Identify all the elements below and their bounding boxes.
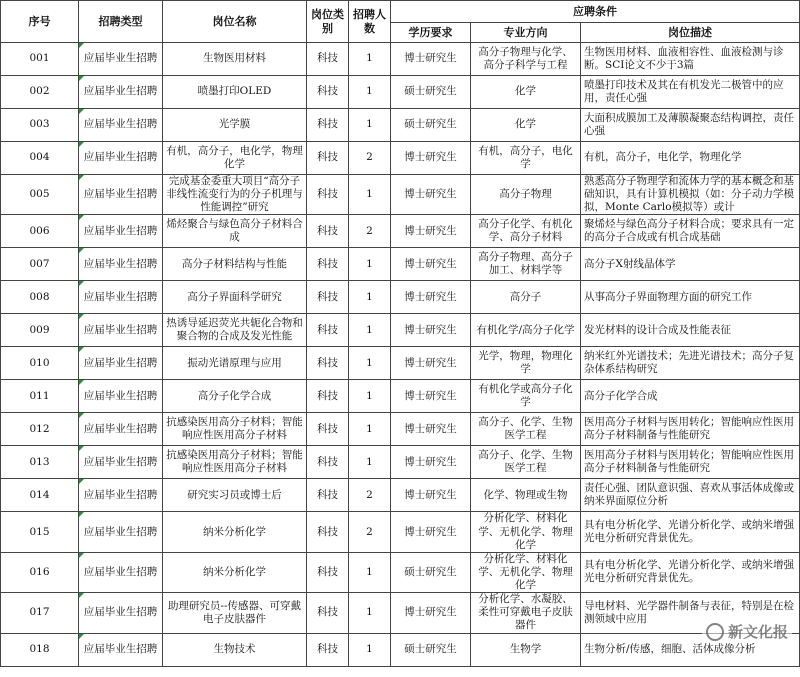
cell-major: 化学 — [471, 76, 581, 109]
cell-type: 应届毕业生招聘 — [79, 593, 163, 633]
cell-degree: 博士研究生 — [391, 380, 471, 413]
header-conditions: 应聘条件 — [391, 1, 800, 23]
cell-name: 抗感染医用高分子材料；智能响应性医用高分子材料 — [163, 413, 307, 446]
cell-major: 高分子物理 — [471, 175, 581, 215]
cell-category: 科技 — [307, 109, 349, 142]
cell-name: 纳米分析化学 — [163, 512, 307, 552]
table-row — [1, 593, 800, 633]
cell-type: 应届毕业生招聘 — [79, 512, 163, 552]
cell-seq: 010 — [1, 347, 79, 380]
table-row — [1, 109, 800, 142]
header-major: 专业方向 — [471, 23, 581, 43]
cell-type: 应届毕业生招聘 — [79, 175, 163, 215]
cell-category: 科技 — [307, 380, 349, 413]
cell-major: 高分子物理与化学、高分子科学与工程 — [471, 43, 581, 76]
cell-major: 高分子物理、高分子加工、材料学等 — [471, 248, 581, 281]
cell-major: 有机，高分子，电化学 — [471, 142, 581, 175]
cell-major: 高分子 — [471, 281, 581, 314]
cell-count: 1 — [349, 446, 391, 479]
header-desc: 岗位描述 — [581, 23, 800, 43]
cell-major: 分析化学、材料化学、无机化学、物理化学 — [471, 512, 581, 552]
cell-seq: 003 — [1, 109, 79, 142]
cell-degree: 博士研究生 — [391, 347, 471, 380]
table-row — [1, 76, 800, 109]
table-row — [1, 347, 800, 380]
cell-desc: 具有电分析化学、光谱分析化学、或纳米增强光电分析研究背景优先。 — [581, 512, 800, 552]
cell-degree: 硕士研究生 — [391, 633, 471, 666]
cell-count: 2 — [349, 215, 391, 248]
cell-type: 应届毕业生招聘 — [79, 633, 163, 666]
table-row — [1, 413, 800, 446]
cell-type: 应届毕业生招聘 — [79, 281, 163, 314]
cell-major: 高分子化学、有机化学、高分子材料 — [471, 215, 581, 248]
cell-name: 研究实习员或博士后 — [163, 479, 307, 512]
cell-name: 高分子材料结构与性能 — [163, 248, 307, 281]
cell-major: 分析化学、水凝胶、柔性可穿戴电子皮肤器件 — [471, 593, 581, 633]
cell-category: 科技 — [307, 479, 349, 512]
table-row — [1, 314, 800, 347]
cell-count: 1 — [349, 314, 391, 347]
cell-type: 应届毕业生招聘 — [79, 76, 163, 109]
cell-degree: 硕士研究生 — [391, 109, 471, 142]
watermark — [702, 620, 792, 643]
cell-type: 应届毕业生招聘 — [79, 109, 163, 142]
cell-seq: 014 — [1, 479, 79, 512]
cell-count: 1 — [349, 593, 391, 633]
table-row — [1, 479, 800, 512]
cell-degree: 博士研究生 — [391, 215, 471, 248]
cell-type: 应届毕业生招聘 — [79, 142, 163, 175]
cell-name: 光学膜 — [163, 109, 307, 142]
cell-seq: 002 — [1, 76, 79, 109]
cell-desc: 聚烯烃与绿色高分子材料合成；要求具有一定的高分子合成或有机合成基础 — [581, 215, 800, 248]
cell-desc: 喷墨打印技术及其在有机发光二极管中的应用，责任心强 — [581, 76, 800, 109]
cell-count: 1 — [349, 175, 391, 215]
cell-name: 生物技术 — [163, 633, 307, 666]
cell-degree: 博士研究生 — [391, 512, 471, 552]
cell-degree: 博士研究生 — [391, 43, 471, 76]
cell-count: 1 — [349, 633, 391, 666]
cell-type: 应届毕业生招聘 — [79, 215, 163, 248]
cell-major: 高分子、化学、生物医学工程 — [471, 413, 581, 446]
cell-degree: 博士研究生 — [391, 593, 471, 633]
table-row — [1, 248, 800, 281]
cell-degree: 博士研究生 — [391, 314, 471, 347]
cell-name: 热诱导延迟荧光共轭化合物和聚合物的合成及发光性能 — [163, 314, 307, 347]
cell-type: 应届毕业生招聘 — [79, 479, 163, 512]
cell-type: 应届毕业生招聘 — [79, 347, 163, 380]
table-row — [1, 281, 800, 314]
cell-count: 2 — [349, 479, 391, 512]
cell-category: 科技 — [307, 43, 349, 76]
cell-desc: 熟悉高分子物理学和流体力学的基本概念和基础知识，具有计算机模拟（如：分子动力学模拟，Monte Carlo模拟等）或计 — [581, 175, 800, 215]
header-name: 岗位名称 — [163, 1, 307, 43]
table-row — [1, 552, 800, 592]
cell-type: 应届毕业生招聘 — [79, 43, 163, 76]
cell-count: 2 — [349, 142, 391, 175]
cell-desc: 医用高分子材料与医用转化；智能响应性医用高分子材料制备与性能研究 — [581, 413, 800, 446]
cell-desc: 纳米红外光谱技术；先进光谱技术；高分子复杂体系结构研究 — [581, 347, 800, 380]
cell-category: 科技 — [307, 76, 349, 109]
cell-desc: 责任心强、团队意识强、喜欢从事活体成像或纳米界面原位分析 — [581, 479, 800, 512]
table-row — [1, 512, 800, 552]
cell-seq: 007 — [1, 248, 79, 281]
cell-seq: 006 — [1, 215, 79, 248]
cell-major: 生物学 — [471, 633, 581, 666]
cell-type: 应届毕业生招聘 — [79, 314, 163, 347]
cell-seq: 008 — [1, 281, 79, 314]
cell-category: 科技 — [307, 215, 349, 248]
cell-degree: 博士研究生 — [391, 248, 471, 281]
cell-type: 应届毕业生招聘 — [79, 413, 163, 446]
cell-seq: 017 — [1, 593, 79, 633]
cell-category: 科技 — [307, 175, 349, 215]
cell-degree: 博士研究生 — [391, 175, 471, 215]
cell-name: 抗感染医用高分子材料；智能响应性医用高分子材料 — [163, 446, 307, 479]
cell-desc: 发光材料的设计合成及性能表征 — [581, 314, 800, 347]
cell-seq: 016 — [1, 552, 79, 592]
cell-seq: 011 — [1, 380, 79, 413]
cell-count: 1 — [349, 552, 391, 592]
cell-major: 化学、物理或生物 — [471, 479, 581, 512]
table-body — [1, 43, 800, 667]
cell-degree: 博士研究生 — [391, 281, 471, 314]
cell-seq: 009 — [1, 314, 79, 347]
cell-desc: 从事高分子界面物理方面的研究工作 — [581, 281, 800, 314]
cell-category: 科技 — [307, 552, 349, 592]
cell-name: 喷墨打印OLED — [163, 76, 307, 109]
cell-name: 高分子化学合成 — [163, 380, 307, 413]
cell-degree: 硕士研究生 — [391, 552, 471, 592]
cell-desc: 医用高分子材料与医用转化；智能响应性医用高分子材料制备与性能研究 — [581, 446, 800, 479]
cell-type: 应届毕业生招聘 — [79, 380, 163, 413]
newspaper-logo-icon — [706, 623, 724, 641]
cell-desc: 生物医用材料、血液相容性、血液检测与诊断。SCI论文不少于3篇 — [581, 43, 800, 76]
table-row — [1, 215, 800, 248]
header-count: 招聘人数 — [349, 1, 391, 43]
cell-major: 有机化学/高分子化学 — [471, 314, 581, 347]
header-seq: 序号 — [1, 1, 79, 43]
cell-major: 光学，物理，物理化学 — [471, 347, 581, 380]
cell-type: 应届毕业生招聘 — [79, 248, 163, 281]
cell-name: 完成基金委重大项目“高分子非线性流变行为的分子机理与性能调控”研究 — [163, 175, 307, 215]
cell-seq: 005 — [1, 175, 79, 215]
cell-degree: 硕士研究生 — [391, 76, 471, 109]
table-row — [1, 142, 800, 175]
cell-category: 科技 — [307, 446, 349, 479]
cell-seq: 001 — [1, 43, 79, 76]
cell-category: 科技 — [307, 281, 349, 314]
header-category: 岗位类别 — [307, 1, 349, 43]
table-row — [1, 43, 800, 76]
cell-desc: 高分子化学合成 — [581, 380, 800, 413]
header-type: 招聘类型 — [79, 1, 163, 43]
cell-count: 2 — [349, 512, 391, 552]
cell-desc: 生物分析/传感，细胞、活体成像分析 — [581, 633, 800, 666]
cell-name: 高分子界面科学研究 — [163, 281, 307, 314]
cell-name: 助理研究员--传感器、可穿戴电子皮肤器件 — [163, 593, 307, 633]
cell-count: 1 — [349, 413, 391, 446]
cell-name: 振动光谱原理与应用 — [163, 347, 307, 380]
cell-seq: 013 — [1, 446, 79, 479]
cell-count: 1 — [349, 248, 391, 281]
cell-major: 高分子、化学、生物医学工程 — [471, 446, 581, 479]
table-row — [1, 175, 800, 215]
cell-category: 科技 — [307, 413, 349, 446]
cell-count: 1 — [349, 43, 391, 76]
watermark-text: 新文化报 — [727, 623, 788, 641]
cell-category: 科技 — [307, 512, 349, 552]
cell-count: 1 — [349, 281, 391, 314]
cell-category: 科技 — [307, 593, 349, 633]
cell-degree: 博士研究生 — [391, 479, 471, 512]
cell-name: 纳米分析化学 — [163, 552, 307, 592]
header-degree: 学历要求 — [391, 23, 471, 43]
cell-category: 科技 — [307, 248, 349, 281]
cell-category: 科技 — [307, 142, 349, 175]
cell-degree: 博士研究生 — [391, 446, 471, 479]
cell-seq: 012 — [1, 413, 79, 446]
cell-type: 应届毕业生招聘 — [79, 446, 163, 479]
cell-major: 化学 — [471, 109, 581, 142]
cell-desc: 高分子X射线晶体学 — [581, 248, 800, 281]
cell-category: 科技 — [307, 347, 349, 380]
cell-count: 1 — [349, 109, 391, 142]
cell-category: 科技 — [307, 314, 349, 347]
cell-desc: 大面积成膜加工及薄膜凝聚态结构调控，责任心强 — [581, 109, 800, 142]
cell-seq: 015 — [1, 512, 79, 552]
table-row — [1, 633, 800, 666]
cell-count: 1 — [349, 347, 391, 380]
cell-type: 应届毕业生招聘 — [79, 552, 163, 592]
header-row — [1, 1, 800, 23]
cell-degree: 博士研究生 — [391, 142, 471, 175]
cell-category: 科技 — [307, 633, 349, 666]
cell-seq: 018 — [1, 633, 79, 666]
cell-name: 生物医用材料 — [163, 43, 307, 76]
cell-degree: 博士研究生 — [391, 413, 471, 446]
cell-major: 分析化学、材料化学、无机化学、物理化学 — [471, 552, 581, 592]
cell-seq: 004 — [1, 142, 79, 175]
cell-desc: 有机，高分子，电化学，物理化学 — [581, 142, 800, 175]
cell-desc: 导电材料、光学器件制备与表征，特别是在检测领域中应用 — [581, 593, 800, 633]
cell-major: 有机化学或高分子化学 — [471, 380, 581, 413]
cell-count: 1 — [349, 380, 391, 413]
table-row — [1, 446, 800, 479]
cell-name: 有机，高分子，电化学，物理化学 — [163, 142, 307, 175]
cell-count: 1 — [349, 76, 391, 109]
table-row — [1, 380, 800, 413]
cell-name: 烯烃聚合与绿色高分子材料合成 — [163, 215, 307, 248]
cell-desc: 具有电分析化学、光谱分析化学、或纳米增强光电分析研究背景优先。 — [581, 552, 800, 592]
